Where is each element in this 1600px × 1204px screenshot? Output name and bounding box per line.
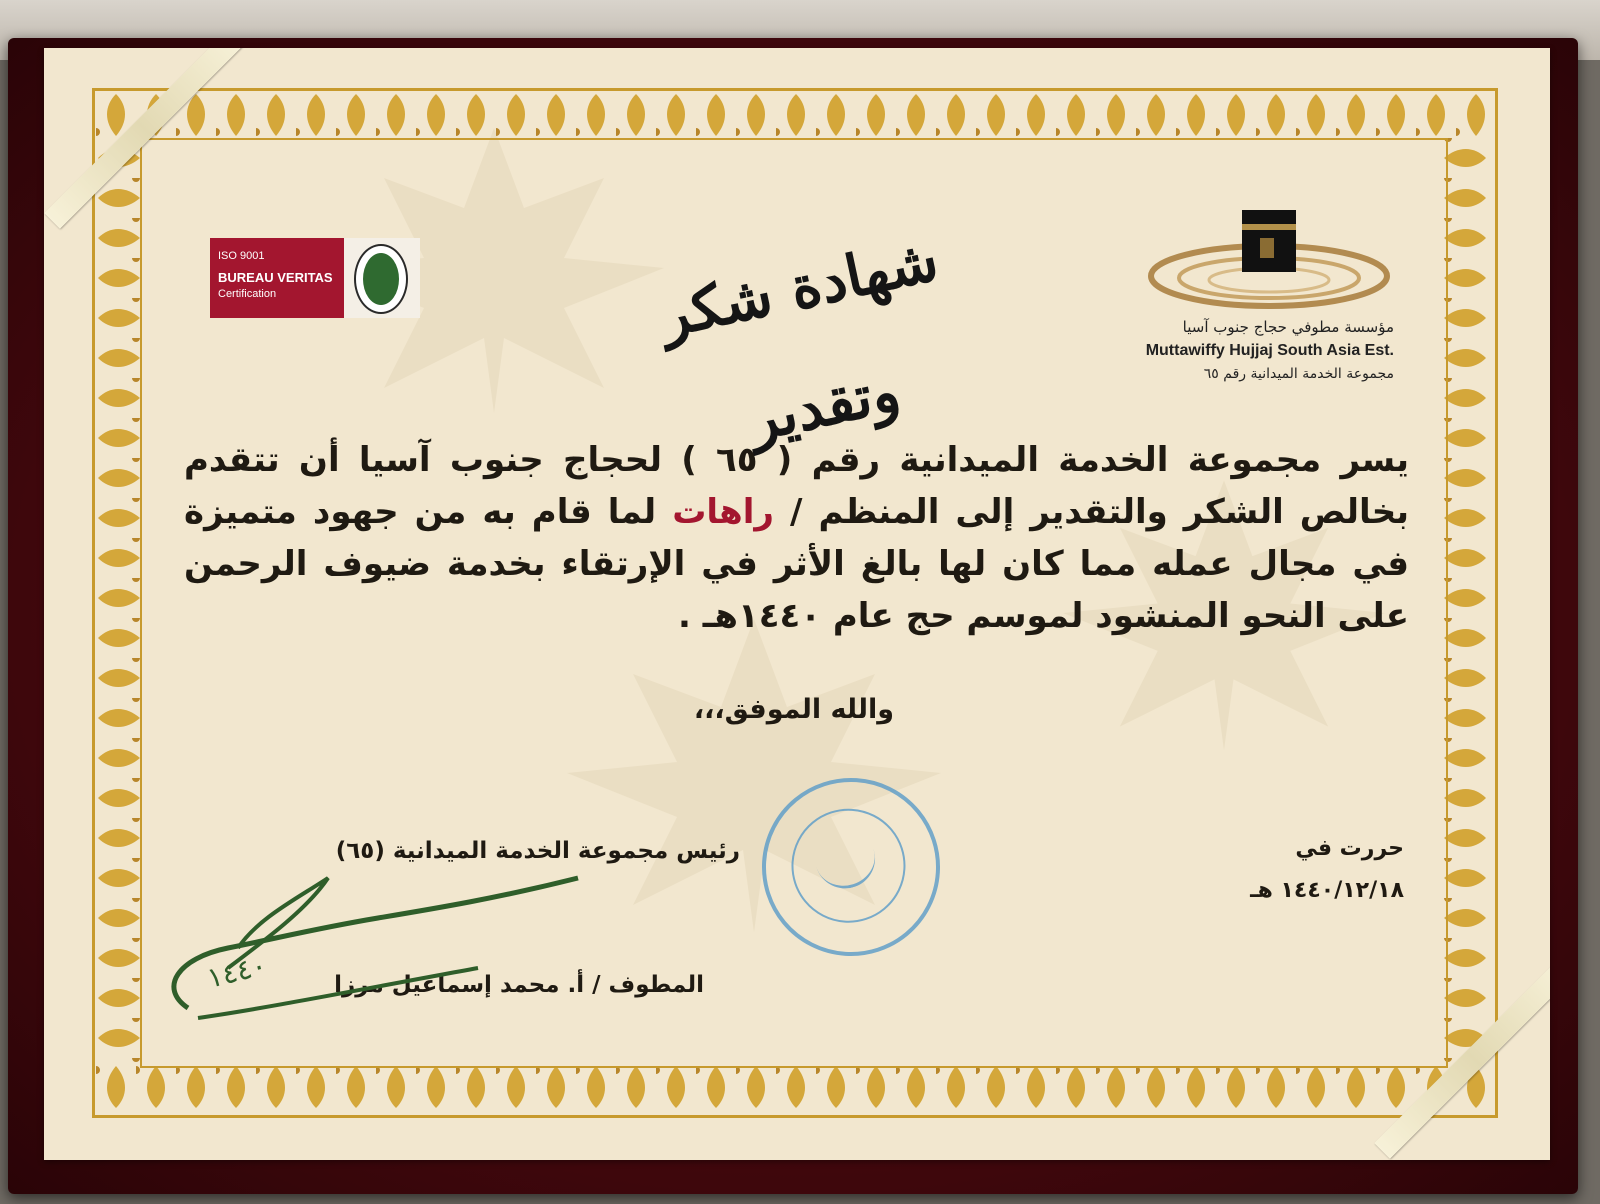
certificate-body — [184, 434, 1409, 642]
gold-frieze-top — [96, 92, 1488, 138]
gold-frieze-bottom — [96, 1064, 1488, 1110]
organization-logo — [1144, 206, 1394, 426]
org-name-ar: مؤسسة مطوفي حجاج جنوب آسيا — [1182, 318, 1394, 336]
gold-frieze-right — [1442, 138, 1488, 1064]
iso-certification-logo — [210, 238, 420, 318]
kaaba-icon — [1242, 210, 1296, 272]
body-part-2: لما قام به من جهود متميزة في مجال عمله مما كان لها بالغ الأثر في الإرتقاء بخدمة ضيوف الرحمن على النحو المنشود لموسم حج عام ١٤٤٠هـ . — [184, 492, 1409, 636]
certificate — [44, 48, 1550, 1160]
org-group-ar: مجموعة الخدمة الميدانية رقم ٦٥ — [1203, 366, 1394, 382]
closing-phrase: والله الموفق،،، — [693, 694, 895, 725]
iso-line-1: ISO 9001 — [218, 250, 265, 262]
iso-line-3: Certification — [218, 288, 277, 300]
issued-label: حررت في — [1295, 836, 1404, 861]
signature-year: ١٤٤٠ — [203, 948, 271, 995]
bureau-veritas-seal — [354, 244, 408, 314]
iso-seal-panel — [344, 238, 420, 318]
recipient-name: راهات — [672, 492, 774, 532]
body-part-1: يسر مجموعة الخدمة الميدانية رقم ( ٦٥ ) لحجاج جنوب آسيا أن تتقدم بخالص الشكر والتقدير إلى المنظم / — [184, 440, 1409, 532]
issued-date: ١٤٤٠/١٢/١٨ هـ — [1250, 878, 1404, 903]
head-title: رئيس مجموعة الخدمة الميدانية (٦٥) — [335, 838, 740, 864]
certificate-title: شهادة شكر وتقدير — [653, 225, 945, 455]
org-name-en: Muttawiffy Hujjaj South Asia Est. — [1145, 342, 1394, 359]
head-name: المطوف / أ. محمد إسماعيل مرزا — [334, 972, 704, 998]
signature — [118, 838, 588, 1038]
iso-line-2: BUREAU VERITAS — [218, 270, 333, 285]
